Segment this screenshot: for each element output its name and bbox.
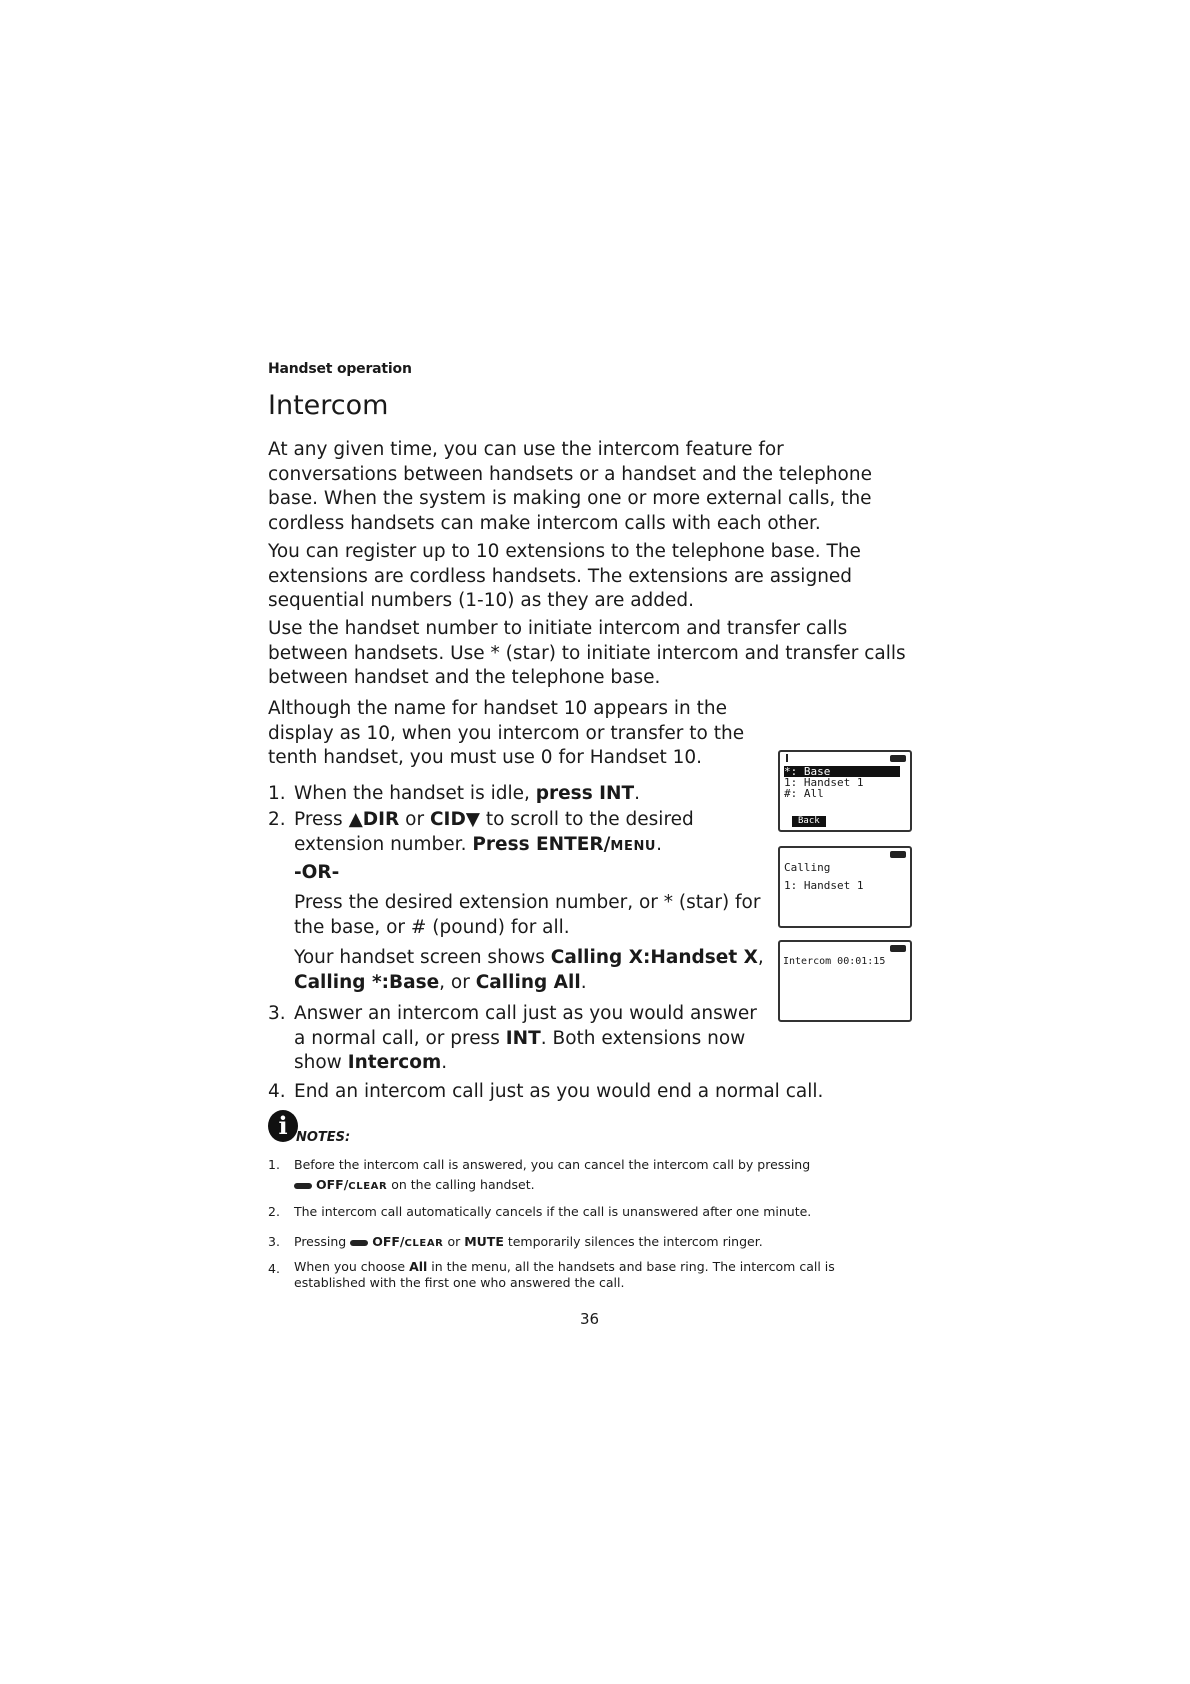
step-number: 4. xyxy=(268,1081,286,1102)
display-label: Calling *:Base xyxy=(294,971,440,993)
note-text-part: or xyxy=(443,1234,465,1249)
text-part: , or xyxy=(439,971,476,993)
handset-screen-calling xyxy=(778,846,912,928)
screen-line: #: All xyxy=(784,787,824,800)
step-text-part: . Both extensions now show xyxy=(294,1027,746,1073)
battery-icon xyxy=(890,851,906,858)
key-label: ▲DIR xyxy=(348,809,400,830)
step-number: 3. xyxy=(268,1003,286,1024)
note-number: 2. xyxy=(268,1204,280,1219)
note-text: The intercom call automatically cancels if the call is unanswered after one minute. xyxy=(294,1204,812,1219)
phone-icon xyxy=(294,1183,312,1189)
note-text-part: Before the intercom call is answered, you can cancel the intercom call by pressing xyxy=(294,1157,811,1172)
note-text xyxy=(294,1259,908,1291)
step-text-part: . xyxy=(441,1052,448,1073)
key-label: INT xyxy=(505,1027,541,1049)
phone-icon xyxy=(350,1240,368,1246)
step-text xyxy=(294,1002,764,1076)
battery-icon xyxy=(890,945,906,952)
note-text xyxy=(294,1155,908,1197)
page-title: Intercom xyxy=(268,390,389,421)
step-text xyxy=(294,808,764,859)
note-text-part: in the menu, all the handsets and base ring. The intercom call is established with the first one who answered the call. xyxy=(294,1259,835,1290)
info-icon: i xyxy=(268,1110,298,1142)
intro-paragraph-4: Although the name for handset 10 appears in the display as 10, when you intercom or transfer to the tenth handset, you must use 0 for Handset 10. xyxy=(268,698,745,768)
battery-icon xyxy=(890,755,906,762)
screen-line: 1: Handset 1 xyxy=(784,879,864,892)
text-part: Your handset screen shows xyxy=(294,947,551,968)
step-number: 1. xyxy=(268,783,286,804)
or-divider: -OR- xyxy=(294,862,340,883)
key-label: OFF/ xyxy=(372,1234,405,1249)
key-label-smallcaps: CLEAR xyxy=(404,1238,444,1249)
key-label: Press ENTER/ xyxy=(472,833,611,855)
key-label-smallcaps: CLEAR xyxy=(348,1181,388,1192)
key-label: All xyxy=(409,1259,428,1274)
key-label: CID▼ xyxy=(429,809,481,830)
note-text xyxy=(294,1232,908,1254)
alternative-instruction: Press the desired extension number, or * (star) for the base, or # (pound) for all. xyxy=(294,892,761,938)
note-number: 3. xyxy=(268,1234,280,1249)
intro-paragraph-1: At any given time, you can use the intercom feature for conversations between handsets or a handset and the telephone base. When the system is making one or more external calls, the cordless handsets can make intercom calls with each other. xyxy=(268,439,872,534)
note-text-part: When you choose xyxy=(294,1259,410,1274)
key-label-smallcaps: MENU xyxy=(610,838,657,854)
note-text-part: Pressing xyxy=(294,1234,351,1249)
screen-line-selected: *: Base xyxy=(784,766,900,777)
step-text: End an intercom call just as you would end a normal call. xyxy=(294,1081,824,1102)
page-number: 36 xyxy=(580,1310,600,1328)
screen-shows-text xyxy=(294,946,774,995)
intro-paragraph-2: You can register up to 10 extensions to the telephone base. The extensions are cordless handsets. The extensions are assigned sequential numbers (1-10) as they are added. xyxy=(268,541,861,611)
intro-paragraph-3: Use the handset number to initiate intercom and transfer calls between handsets. Use * (star) to initiate intercom and transfer calls between handset and the telephone base. xyxy=(268,618,906,688)
step-text xyxy=(294,782,640,807)
step-number: 2. xyxy=(268,809,286,830)
note-number: 1. xyxy=(268,1157,280,1172)
softkey-label: Back xyxy=(792,816,826,827)
text-part: . xyxy=(580,971,587,993)
key-label: press INT xyxy=(535,783,635,804)
step-text-part: . xyxy=(634,783,641,804)
step-text-part: or xyxy=(399,809,430,830)
screen-line: Calling xyxy=(784,861,831,874)
note-text-part: temporarily silences the intercom ringer. xyxy=(503,1234,763,1249)
display-label: Intercom xyxy=(347,1052,442,1073)
step-text-part: Answer an intercom call just as you would answer a normal call, or press xyxy=(294,1003,757,1049)
key-label: MUTE xyxy=(464,1234,504,1249)
step-text-part: . xyxy=(656,833,662,855)
screen-line: 1: Handset 1 xyxy=(784,776,864,789)
section-label: Handset operation xyxy=(268,361,412,377)
notes-label: NOTES: xyxy=(296,1130,351,1145)
handset-screen-intercom xyxy=(778,940,912,1022)
note-number: 4. xyxy=(268,1261,280,1276)
text-part: , xyxy=(757,947,764,968)
display-label: Calling X:Handset X xyxy=(550,947,758,968)
note-text-part: on the calling handset. xyxy=(387,1177,535,1192)
step-text-part: When the handset is idle, xyxy=(294,783,536,804)
antenna-icon xyxy=(786,754,788,762)
step-text-part: Press xyxy=(294,809,349,830)
display-label: Calling All xyxy=(475,971,581,993)
screen-line: Intercom 00:01:15 xyxy=(783,956,886,967)
handset-screen-menu xyxy=(778,750,912,832)
step-text-part: to scroll to the desired extension number. xyxy=(294,809,694,855)
key-label: OFF/ xyxy=(316,1177,349,1192)
